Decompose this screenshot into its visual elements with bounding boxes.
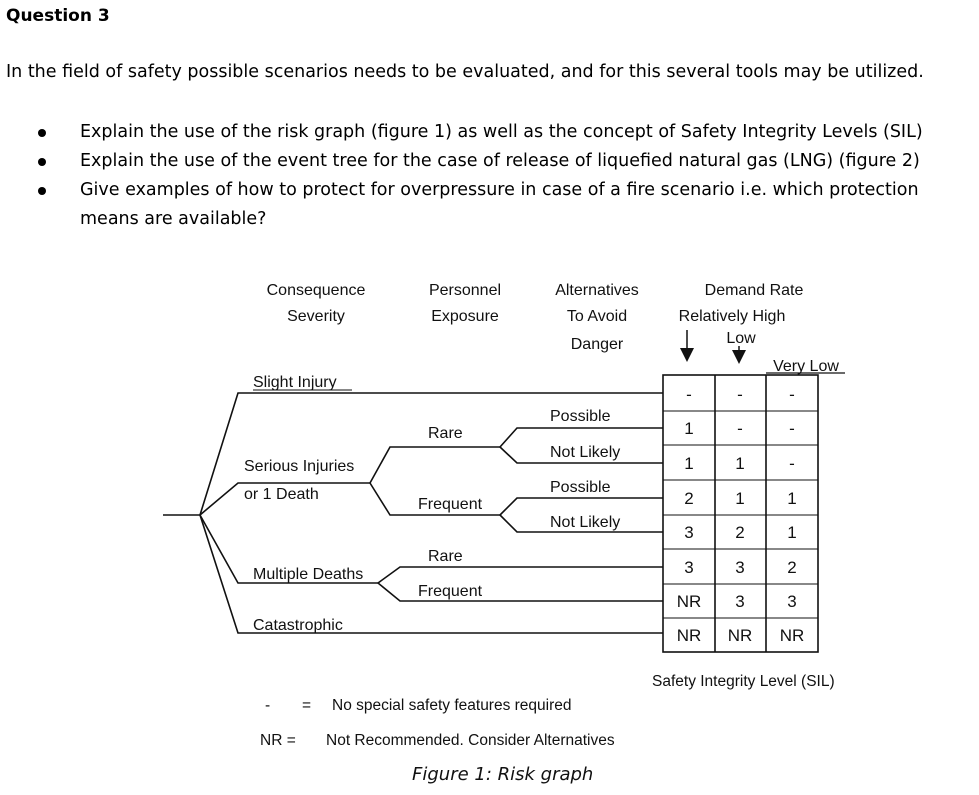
question-heading: Question 3 (6, 6, 110, 26)
figure-caption: Figure 1: Risk graph (412, 764, 594, 785)
bullet-text: Explain the use of the event tree for the case of release of liquefied natural gas (LNG) (figure 2) (80, 151, 920, 171)
sil-cell: - (789, 419, 795, 438)
avoid-not-likely-1: Not Likely (550, 444, 621, 461)
sil-cell: - (789, 385, 795, 404)
intro-paragraph: In the field of safety possible scenarios needs to be evaluated, and for this several tools may be utilized. (6, 62, 924, 82)
header-exposure-line1: Personnel (428, 282, 502, 299)
bullet-text: Give examples of how to protect for overpressure in case of a fire scenario i.e. which protection means are available? (80, 180, 919, 229)
arrow-down-icon (680, 330, 694, 362)
header-alternatives-line3: Danger (570, 336, 624, 353)
header-severity-line1: Consequence (266, 282, 366, 299)
header-exposure-line2: Exposure (431, 308, 499, 325)
severity-slight-injury: Slight Injury (253, 374, 337, 391)
avoid-possible-1: Possible (550, 408, 611, 425)
sil-cell: 1 (735, 489, 745, 508)
sil-cell: 3 (735, 558, 745, 577)
tree-branches (163, 393, 663, 633)
exposure-frequent-2: Frequent (418, 583, 483, 600)
exposure-rare-2: Rare (428, 548, 463, 565)
bullet-text: Explain the use of the risk graph (figure 1) as well as the concept of Safety Integrity Levels (SIL) (80, 122, 923, 142)
sil-cell: 1 (787, 523, 797, 542)
legend-nr-text: Not Recommended. Consider Alternatives (326, 732, 615, 749)
avoid-not-likely-2: Not Likely (550, 514, 621, 531)
sil-cell: - (789, 454, 795, 473)
sil-cell: 2 (735, 523, 745, 542)
severity-catastrophic: Catastrophic (253, 617, 343, 634)
severity-serious-line2: or 1 Death (244, 486, 319, 503)
sil-cell: 3 (787, 592, 797, 611)
header-demand-line2: Relatively High (678, 308, 786, 325)
sil-cell: 2 (787, 558, 797, 577)
exposure-rare-1: Rare (428, 425, 463, 442)
header-demand-line1: Demand Rate (704, 282, 804, 299)
legend-nr-symbol: NR = (260, 732, 296, 749)
legend-dash-symbol: - (265, 697, 271, 714)
sil-cell: - (686, 385, 692, 404)
legend-dash-text: No special safety features required (332, 697, 572, 714)
sil-cell: 1 (735, 454, 745, 473)
sil-cell: - (737, 385, 743, 404)
sil-cell: 3 (684, 558, 694, 577)
arrow-down-icon (732, 346, 746, 364)
header-alternatives-line2: To Avoid (566, 308, 628, 325)
exposure-frequent-1: Frequent (418, 496, 483, 513)
header-alternatives-line1: Alternatives (555, 282, 639, 299)
sil-cell: 1 (787, 489, 797, 508)
sil-cell: NR (676, 626, 702, 645)
header-demand-very-low: Very Low (773, 358, 839, 375)
avoid-possible-2: Possible (550, 479, 611, 496)
sil-cell: 2 (684, 489, 694, 508)
sil-label: Safety Integrity Level (SIL) (652, 673, 835, 690)
legend-dash-equals: = (302, 697, 312, 714)
sil-cell: 1 (684, 454, 694, 473)
sil-cell: NR (779, 626, 805, 645)
header-severity-line2: Severity (287, 308, 345, 325)
sil-cell: - (737, 419, 743, 438)
header-demand-low: Low (726, 330, 756, 347)
severity-multiple-deaths: Multiple Deaths (253, 566, 364, 583)
sil-cell: 3 (684, 523, 694, 542)
sil-cell: 1 (684, 419, 694, 438)
sil-cell: NR (727, 626, 753, 645)
sil-cell: NR (676, 592, 702, 611)
severity-serious-line1: Serious Injuries (244, 458, 355, 475)
sil-cell: 3 (735, 592, 745, 611)
